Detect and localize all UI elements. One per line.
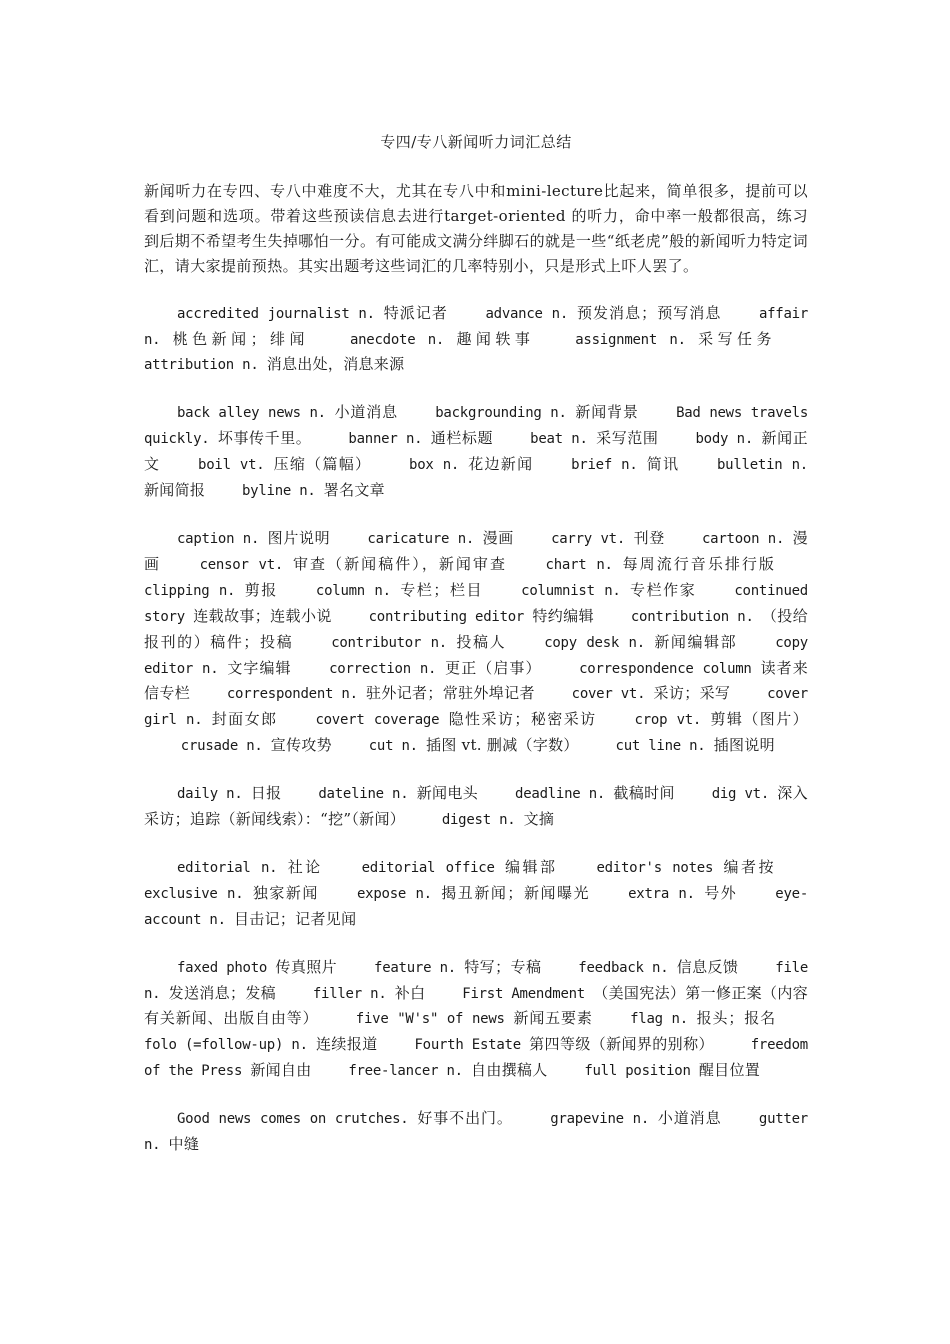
glossary-sections <box>144 301 808 1158</box>
entry-term: full position <box>584 1063 691 1080</box>
entry-definition: 编辑部 <box>505 857 558 876</box>
entry-term: back alley news n. <box>177 405 326 422</box>
entry-definition: 图片说明 <box>267 528 331 547</box>
glossary-entry <box>356 883 591 902</box>
entry-term: backgrounding n. <box>435 405 567 422</box>
entry-definition: 审查（新闻稿件），新闻审查 <box>293 554 508 573</box>
entry-term: editor's notes <box>596 859 714 876</box>
glossary-entry <box>551 528 665 547</box>
entry-term: free-lancer n. <box>348 1063 463 1080</box>
entry-term: caricature n. <box>367 530 475 547</box>
entry-definition: 采写任务 <box>698 329 776 348</box>
entry-term: freedom of the Press <box>144 1037 808 1080</box>
glossary-entry <box>177 303 448 322</box>
entry-definition: 漫画 <box>482 528 514 547</box>
entry-definition: 坏事传千里。 <box>217 429 312 448</box>
entry-term: censor vt. <box>199 556 284 573</box>
glossary-entry <box>177 957 338 976</box>
entry-term: expose n. <box>356 885 432 902</box>
glossary-entry <box>572 686 731 702</box>
entry-definition: 揭丑新闻；新闻曝光 <box>441 883 591 902</box>
glossary-entry <box>575 329 776 348</box>
entry-definition: 特写；专稿 <box>464 957 542 976</box>
entry-definition: 补白 <box>394 983 426 1002</box>
intro-paragraph: 新闻听力在专四、专八中难度不大，尤其在专八中和mini-lecture比起来，简单很多，提前可以看到问题和选项。带着这些预读信息去进行target-oriented 的听力，命中率一般都很高，练习到后期不希望考生失掉哪怕一分。有可能成文满分绊脚石的就是一些“纸老虎”般的新闻听力特定词汇，请大家提前预热。其实出题考这些词汇的几率特别小，只是形式上吓人罢了。 <box>144 182 808 275</box>
entry-term: daily n. <box>177 786 243 803</box>
entry-definition: 深入采访；追踪（新闻线索）：“挖”（新闻） <box>144 784 808 829</box>
glossary-entry <box>315 580 484 599</box>
entry-term: correspondence column <box>579 660 752 677</box>
entry-definition: 投稿人 <box>456 632 507 651</box>
entry-term: Fourth Estate <box>414 1037 521 1054</box>
glossary-entry <box>374 957 542 976</box>
glossary-entry <box>369 738 579 754</box>
entry-term: crop vt. <box>634 712 702 729</box>
glossary-section-e <box>144 855 808 933</box>
glossary-entry <box>144 580 278 599</box>
entry-term: folo (=follow-up) n. <box>144 1037 308 1054</box>
glossary-entry <box>596 857 776 876</box>
entry-definition: 采写范围 <box>596 429 659 448</box>
entry-definition: 目击记；记者见闻 <box>233 909 357 928</box>
glossary-entry <box>199 554 508 573</box>
entry-definition: 剪辑（图片） <box>710 710 808 729</box>
entry-term: editorial office <box>361 859 495 876</box>
entry-term: digest n. <box>441 812 516 829</box>
entry-term: banner n. <box>348 431 423 448</box>
entry-definition: （投给报刊的）稿件；投稿 <box>144 606 808 651</box>
entry-definition: 连载故事；连载小说 <box>193 606 332 625</box>
entry-definition: 漫画 <box>144 528 808 573</box>
glossary-section-g <box>144 1106 808 1158</box>
entry-definition: 文字编辑 <box>227 658 292 677</box>
entry-term: cover vt. <box>571 686 646 703</box>
document-body <box>144 130 808 1180</box>
entry-term: crusade n. <box>180 738 263 755</box>
glossary-entry <box>367 528 514 547</box>
entry-definition: 小道消息 <box>657 1109 722 1128</box>
entry-term: columnist n. <box>521 582 621 599</box>
glossary-entry <box>544 632 738 651</box>
entry-definition: 隐性采访；秘密采访 <box>448 710 597 729</box>
entry-term: affair n. <box>144 305 809 348</box>
entry-term: byline n. <box>241 483 316 500</box>
glossary-entry <box>442 812 554 828</box>
entry-definition: 采访；采写 <box>653 684 731 703</box>
glossary-entry <box>521 580 697 599</box>
entry-term: deadline n. <box>515 786 606 803</box>
entry-term: brief n. <box>571 457 638 474</box>
entry-term: chart n. <box>545 556 613 573</box>
entry-term: bulletin n. <box>717 457 808 474</box>
glossary-entry <box>315 712 596 728</box>
entry-definition: 每周流行音乐排行版 <box>622 554 776 573</box>
page-title: 专四/专八新闻听力词汇总结 <box>380 133 572 151</box>
glossary-entry <box>331 632 507 651</box>
entry-term: Good news comes on crutches. <box>177 1111 409 1128</box>
entry-definition: 专栏作家 <box>630 580 697 599</box>
entry-term: eye-account n. <box>144 885 809 928</box>
entry-term: extra n. <box>628 885 695 902</box>
entry-term: dateline n. <box>318 786 409 803</box>
entry-definition: 刊登 <box>633 528 665 547</box>
entry-definition: 新闻背景 <box>575 403 639 422</box>
entry-term: beat n. <box>530 431 588 448</box>
entry-definition: 读者来信专栏 <box>144 658 808 703</box>
glossary-entry <box>635 712 808 728</box>
glossary-entry <box>485 303 722 322</box>
entry-term: correspondent n. <box>226 686 358 703</box>
glossary-section-f <box>144 955 808 1085</box>
glossary-entry <box>368 606 594 625</box>
glossary-entry <box>361 857 558 876</box>
entry-term: cut line n. <box>615 738 706 755</box>
entry-definition: 新闻电头 <box>416 784 479 803</box>
entry-definition: 好事不出门。 <box>417 1109 513 1128</box>
entry-term: carry vt. <box>551 530 626 547</box>
glossary-entry <box>356 1011 593 1027</box>
glossary-entry <box>630 1011 776 1027</box>
entry-definition: 特派记者 <box>383 303 448 322</box>
entry-definition: （美国宪法）第一修正案（内容有关新闻、出版自由等） <box>144 983 809 1028</box>
entry-term: faxed photo <box>177 959 268 976</box>
glossary-entry <box>349 329 535 348</box>
entry-term: Bad news travels quickly. <box>144 405 809 448</box>
glossary-section-a <box>144 301 808 379</box>
entry-term: body n. <box>695 431 754 448</box>
glossary-entry <box>409 457 533 473</box>
entry-term: editorial n. <box>177 859 278 876</box>
glossary-entry <box>198 457 371 473</box>
entry-definition: 新闻编辑部 <box>654 632 738 651</box>
glossary-entry <box>177 1111 513 1127</box>
entry-definition: 小道消息 <box>334 403 398 422</box>
entry-definition: 第四等级（新闻界的别称） <box>529 1035 714 1054</box>
entry-definition: 发送消息；发稿 <box>168 983 277 1002</box>
glossary-entry <box>329 658 542 677</box>
glossary-entry <box>348 1063 547 1079</box>
glossary-entry <box>515 786 675 802</box>
entry-definition: 文摘 <box>523 810 555 829</box>
entry-term: cartoon n. <box>702 530 785 547</box>
entry-term: file n. <box>144 959 809 1002</box>
entry-definition: 消息出处，消息来源 <box>266 355 405 374</box>
glossary-entry <box>312 983 426 1002</box>
entry-term: cut n. <box>368 738 418 755</box>
entry-term: covert coverage <box>315 712 440 729</box>
entry-term: attribution n. <box>144 357 259 374</box>
glossary-entry <box>144 357 404 373</box>
glossary-entry <box>571 457 679 473</box>
entry-term: five "W's" of news <box>355 1011 505 1028</box>
glossary-entry <box>227 686 535 702</box>
entry-term: assignment n. <box>575 331 686 348</box>
glossary-entry <box>318 786 478 802</box>
entry-term: contribution n. <box>630 608 754 625</box>
entry-definition: 花边新闻 <box>468 455 534 474</box>
entry-term: box n. <box>409 457 460 474</box>
glossary-entry <box>177 405 398 421</box>
entry-definition: 预发消息；预写消息 <box>576 303 722 322</box>
entry-definition: 连续报道 <box>316 1035 378 1054</box>
entry-term: caption n. <box>177 530 260 547</box>
glossary-entry <box>144 1037 378 1053</box>
entry-definition: 传真照片 <box>275 957 338 976</box>
glossary-entry <box>628 883 738 902</box>
entry-term: First Amendment <box>462 985 585 1002</box>
glossary-entry <box>177 786 282 802</box>
glossary-entry <box>530 431 658 447</box>
glossary-entry <box>144 883 319 902</box>
entry-definition: 日报 <box>250 784 282 803</box>
entry-term: contributing editor <box>368 608 525 625</box>
entry-term: contributor n. <box>331 634 447 651</box>
entry-term: boil vt. <box>198 457 265 474</box>
entry-definition: 新闻简报 <box>144 481 206 500</box>
entry-definition: 醒目位置 <box>698 1061 761 1080</box>
glossary-entry <box>181 738 332 754</box>
entry-definition: 桃色新闻；绯闻 <box>172 329 309 348</box>
glossary-section-d <box>144 781 808 833</box>
entry-definition: 报头；报名 <box>696 1009 776 1028</box>
glossary-entry <box>242 483 385 499</box>
glossary-entry <box>435 405 639 421</box>
entry-term: exclusive n. <box>144 885 244 902</box>
entry-definition: 插图说明 <box>713 736 775 755</box>
entry-definition: 剪报 <box>244 580 278 599</box>
entry-definition: 通栏标题 <box>430 429 494 448</box>
entry-definition: 署名文章 <box>323 481 385 500</box>
entry-definition: 号外 <box>704 883 738 902</box>
entry-term: flag n. <box>630 1011 688 1028</box>
entry-term: grapevine n. <box>550 1111 649 1128</box>
glossary-entry <box>177 857 323 876</box>
glossary-section-c <box>144 526 808 759</box>
entry-definition: 宣传攻势 <box>270 736 332 755</box>
entry-term: anecdote n. <box>349 331 445 348</box>
glossary-entry <box>550 1111 721 1127</box>
entry-definition: 特约编辑 <box>532 606 594 625</box>
glossary-entry <box>616 738 775 754</box>
entry-definition: 新闻五要素 <box>513 1009 593 1028</box>
entry-term: gutter n. <box>144 1111 808 1154</box>
entry-term: cover girl n. <box>144 686 808 729</box>
entry-term: filler n. <box>312 985 387 1002</box>
glossary-entry <box>177 528 331 547</box>
entry-definition: 插图 vt. 删减（字数） <box>426 736 579 755</box>
entry-term: continued story <box>144 582 808 625</box>
entry-definition: 专栏；栏目 <box>400 580 484 599</box>
glossary-entry <box>348 431 493 447</box>
glossary-section-b <box>144 400 808 504</box>
entry-definition: 独家新闻 <box>252 883 319 902</box>
entry-term: feature n. <box>374 959 456 976</box>
entry-definition: 信息反馈 <box>676 957 739 976</box>
entry-term: advance n. <box>485 305 569 322</box>
glossary-entry <box>414 1037 713 1053</box>
glossary-entry <box>545 554 776 573</box>
entry-definition: 社论 <box>287 857 323 876</box>
glossary-entry <box>578 957 739 976</box>
entry-definition: 新闻自由 <box>250 1061 312 1080</box>
entry-term: correction n. <box>329 660 437 677</box>
entry-term: copy desk n. <box>544 634 645 651</box>
entry-definition: 截稿时间 <box>613 784 675 803</box>
glossary-entry <box>584 1063 760 1079</box>
entry-definition: 封面女郎 <box>211 710 278 729</box>
entry-term: column n. <box>315 582 391 599</box>
entry-term: feedback n. <box>578 959 669 976</box>
entry-term: accredited journalist n. <box>177 305 375 322</box>
entry-term: clipping n. <box>144 582 236 599</box>
entry-term: copy editor n. <box>144 634 808 677</box>
entry-term: dig vt. <box>711 786 770 803</box>
entry-definition: 新闻正文 <box>144 429 808 474</box>
entry-definition: 压缩（篇幅） <box>273 455 372 474</box>
entry-definition: 驻外记者；常驻外埠记者 <box>366 684 535 703</box>
entry-definition: 编者按 <box>723 857 776 876</box>
entry-definition: 趣闻轶事 <box>456 329 535 348</box>
entry-definition: 更正（启事） <box>445 658 542 677</box>
entry-definition: 简讯 <box>646 455 680 474</box>
entry-definition: 中缝 <box>168 1135 200 1154</box>
entry-definition: 自由撰稿人 <box>471 1061 548 1080</box>
